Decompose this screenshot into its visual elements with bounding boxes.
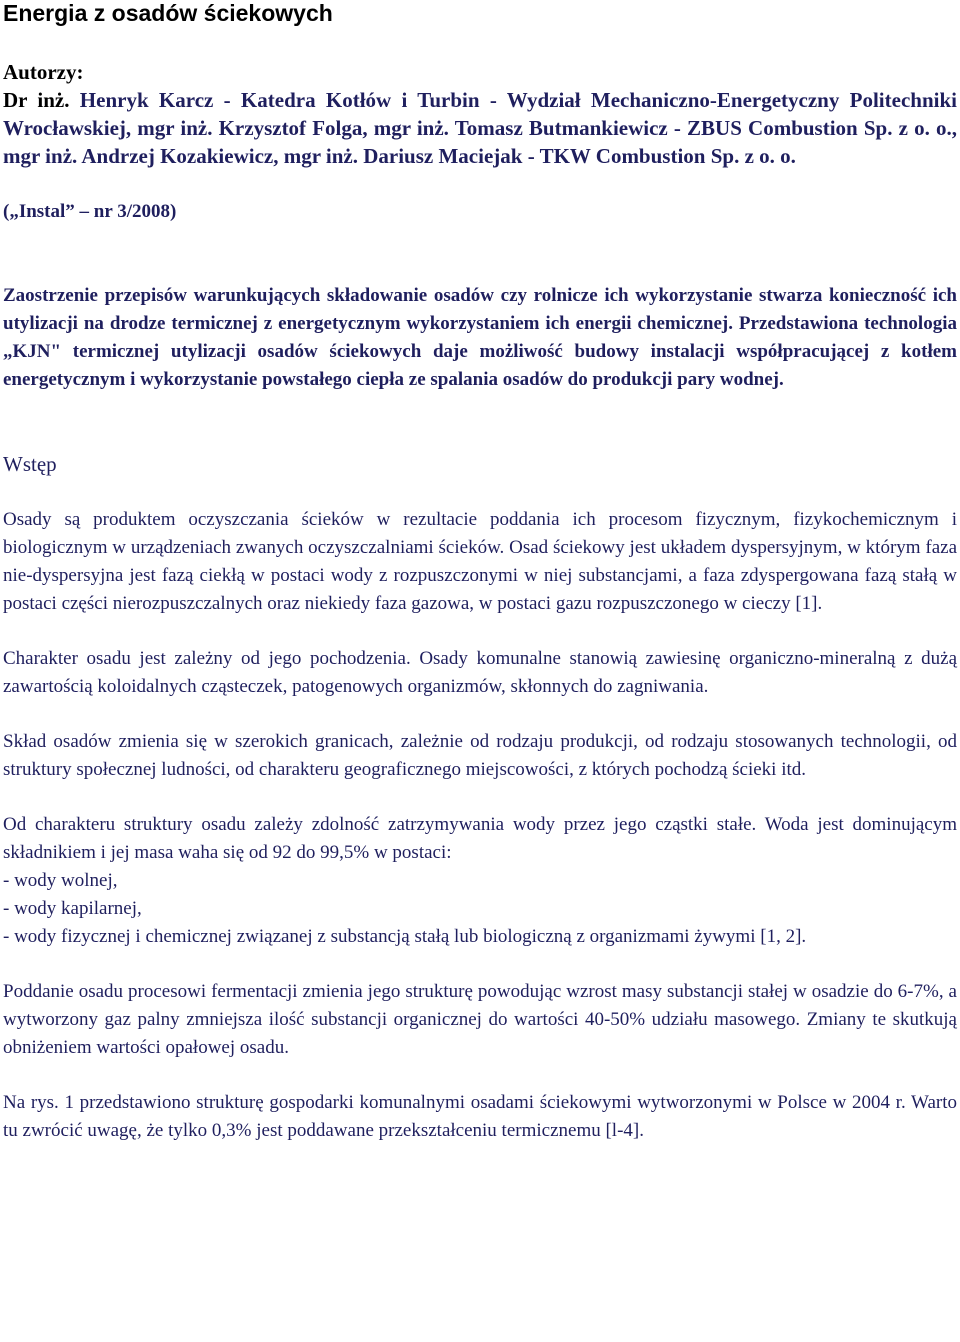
paragraph-last: Na rys. 1 przedstawiono strukturę gospodarki komunalnymi osadami ściekowymi wytworzonymi w Polsce w 2004 r. Warto tu zwrócić uwagę, że tylko 0,3% jest poddawane przekształceniu termicznemu [l-4].: [3, 1092, 957, 1141]
document-title: Energia z osadów ściekowych: [3, 0, 333, 26]
water-intro: [3, 811, 957, 951]
water-intro-text: Od charakteru struktury osadu zależy zdolność zatrzymywania wody przez jego cząstki stałe. Woda jest dominującym składnikiem i jej masa waha się od 92 do 99,5% w postaci:: [3, 814, 957, 863]
section-heading: Wstęp: [3, 452, 57, 476]
list-item: - wody wolnej,: [3, 870, 118, 891]
authors-text: Henryk Karcz - Katedra Kotłów i Turbin - Wydział Mechaniczno-Energetyczny Politechniki Wrocławskiej, mgr inż. Krzysztof Folga, mgr inż. Tomasz Butmankiewicz - ZBUS Combustion Sp. z o. o., mgr inż. Andrzej Kozakiewicz, mgr inż. Dariusz Maciejak - TKW Combustion Sp. z o. o.: [3, 88, 957, 168]
paragraph: Charakter osadu jest zależny od jego pochodzenia. Osady komunalne stanowią zawiesinę organiczno-mineralną z dużą zawartością koloidalnych cząsteczek, patogenowych organizmów, skłonnych do zagniwania.: [3, 648, 957, 697]
paragraph-fermentation: Poddanie osadu procesowi fermentacji zmienia jego strukturę powodując wzrost masy substancji stałej w osadzie do 6-7%, a wytworzony gaz palny zmniejsza ilość substancji organicznej do wartości 40-50% udziału masowego. Zmiany te skutkują obniżeniem wartości opałowej osadu.: [3, 981, 957, 1058]
paragraph: Skład osadów zmienia się w szerokich granicach, zależnie od rodzaju produkcji, od rodzaju stosowanych technologii, od struktury społecznej ludności, od charakteru geograficznego miejscowości, z których pochodzą ścieki itd.: [3, 731, 957, 780]
authors-prefix: Dr inż.: [3, 88, 70, 112]
authors-list: [3, 86, 957, 170]
abstract: Zaostrzenie przepisów warunkujących składowanie osadów czy rolnicze ich wykorzystanie stwarza konieczność ich utylizacji na drodze termicznej z energetycznym wykorzystaniem ich energii chemicznej. Przedstawiona technologia „KJN" termicznej utylizacji osadów ściekowych daje możliwość budowy instalacji współpracującej z kotłem energetycznym i wykorzystanie powstałego ciepła ze spalania osadów do produkcji pary wodnej.: [3, 285, 957, 390]
paragraph: Osady są produktem oczyszczania ścieków w rezultacie poddania ich procesom fizycznym, fizykochemicznym i biologicznym w urządzeniach zwanych oczyszczalniami ścieków. Osad ściekowy jest układem dyspersyjnym, w którym faza nie-dyspersyjna jest fazą ciekłą w postaci wody z rozpuszczonymi w niej substancjami, a faza zdyspergowana fazą stałą w postaci części nierozpuszczalnych oraz niekiedy faza gazowa, w postaci gazu rozpuszczonego w cieczy [1].: [3, 509, 957, 614]
list-item: - wody fizycznej i chemicznej związanej z substancją stałą lub biologiczną z organizmami żywymi [1, 2].: [3, 926, 807, 947]
list-item: - wody kapilarnej,: [3, 898, 142, 919]
document-page: [3, 0, 957, 1145]
source-citation: („Instal” – nr 3/2008): [3, 201, 177, 222]
authors-label: Autorzy:: [3, 60, 84, 84]
